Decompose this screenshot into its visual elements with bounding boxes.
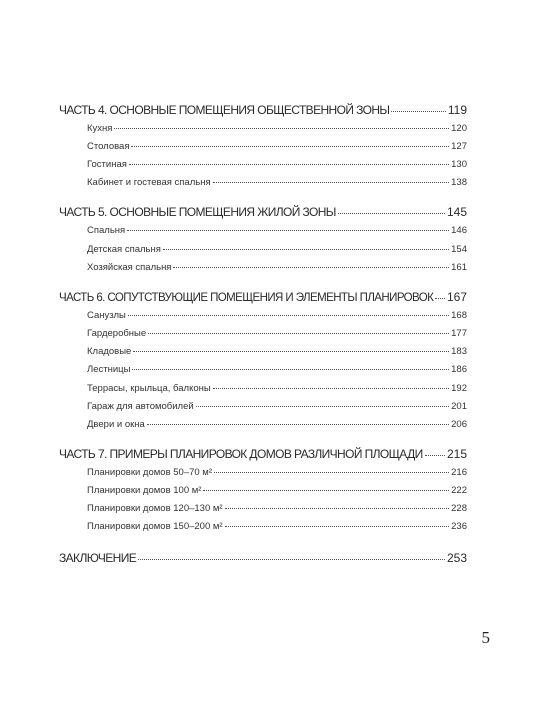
toc-entry-page-number: 168	[451, 310, 467, 321]
toc-entry-page-number: 154	[451, 244, 467, 255]
toc-section-entry[interactable]	[87, 327, 467, 341]
toc-section-entry[interactable]	[87, 122, 467, 136]
toc-entry-label: Столовая	[87, 141, 130, 152]
toc-entry-page-number: 146	[451, 225, 467, 236]
dot-leader	[435, 298, 445, 299]
dot-leader	[163, 249, 449, 250]
toc-entry-page-number: 206	[451, 419, 467, 430]
toc-section-entry[interactable]	[87, 158, 467, 172]
dot-leader	[128, 315, 449, 316]
toc-entry-page-number: 228	[451, 503, 467, 514]
toc-entry-page-number: 130	[451, 159, 467, 170]
toc-entry-page-number: 253	[446, 551, 467, 565]
toc-entry-label: Двери и окна	[87, 419, 145, 430]
toc-entry-page-number: 236	[451, 521, 467, 532]
toc-section-entry[interactable]	[87, 363, 467, 377]
toc-entry-page-number: 222	[451, 485, 467, 496]
toc-section-entry[interactable]	[87, 418, 467, 432]
dot-leader	[114, 128, 449, 129]
toc-section-entry[interactable]	[87, 224, 467, 238]
toc-entry-page-number: 177	[451, 328, 467, 339]
toc-entry-label: Гардеробные	[87, 328, 147, 339]
dot-leader	[173, 267, 449, 268]
toc-entry-page-number: 201	[451, 401, 467, 412]
dot-leader	[213, 388, 449, 389]
dot-leader	[131, 146, 449, 147]
toc-entry-label: Кабинет и гостевая спальня	[87, 177, 211, 188]
toc-section-entry[interactable]	[87, 466, 467, 480]
page-number: 5	[481, 628, 490, 647]
toc-entry-label: Хозяйская спальня	[87, 262, 172, 273]
toc-entry-label: Санузлы	[87, 310, 126, 321]
toc-entry-label: ЧАСТЬ 5. ОСНОВНЫЕ ПОМЕЩЕНИЯ ЖИЛОЙ ЗОНЫ	[59, 205, 336, 219]
dot-leader	[203, 490, 449, 491]
toc-chapter-entry[interactable]	[59, 290, 467, 304]
toc-entry-label: Гараж для автомобилей	[87, 401, 194, 412]
toc-entry-label: Гостиная	[87, 159, 127, 170]
toc-entry-label: Кладовые	[87, 346, 132, 357]
toc-entry-page-number: 138	[451, 177, 467, 188]
toc-chapter-entry[interactable]	[59, 551, 467, 565]
dot-leader	[225, 526, 450, 527]
toc-section-entry[interactable]	[87, 520, 467, 534]
toc-entry-page-number: 167	[446, 290, 467, 304]
toc-entry-page-number: 120	[451, 123, 467, 134]
dot-leader	[138, 559, 445, 560]
toc-entry-label: ЧАСТЬ 6. СОПУТСТВУЮЩИЕ ПОМЕЩЕНИЯ И ЭЛЕМЕНТЫ ПЛАНИРОВОК	[59, 290, 434, 304]
toc-entry-label: ЧАСТЬ 7. ПРИМЕРЫ ПЛАНИРОВОК ДОМОВ РАЗЛИЧНОЙ ПЛОЩАДИ	[59, 447, 423, 461]
toc-entry-page-number: 145	[446, 205, 467, 219]
dot-leader	[338, 213, 445, 214]
toc-entry-label: Планировки домов 50–70 м²	[87, 467, 213, 478]
toc-section-entry[interactable]	[87, 261, 467, 275]
toc-chapter-entry[interactable]	[59, 447, 467, 461]
dot-leader	[129, 164, 449, 165]
toc-chapter-entry[interactable]	[59, 103, 467, 117]
toc-entry-page-number: 215	[446, 447, 467, 461]
dot-leader	[148, 333, 449, 334]
dot-leader	[213, 182, 450, 183]
toc-entry-label: Планировки домов 150–200 м²	[87, 521, 223, 532]
toc-entry-page-number: 186	[451, 364, 467, 375]
toc-section-entry[interactable]	[87, 502, 467, 516]
toc-entry-label: ЧАСТЬ 4. ОСНОВНЫЕ ПОМЕЩЕНИЯ ОБЩЕСТВЕННОЙ ЗОНЫ	[59, 103, 390, 117]
toc-entry-label: ЗАКЛЮЧЕНИЕ	[59, 551, 137, 565]
toc-entry-page-number: 127	[451, 141, 467, 152]
dot-leader	[225, 508, 450, 509]
toc-entry-page-number: 119	[447, 103, 467, 117]
dot-leader	[391, 111, 445, 112]
toc-section-entry[interactable]	[87, 484, 467, 498]
dot-leader	[147, 424, 449, 425]
dot-leader	[132, 369, 449, 370]
toc-entry-label: Лестницы	[87, 364, 131, 375]
toc-section-entry[interactable]	[87, 140, 467, 154]
toc-section-entry[interactable]	[87, 400, 467, 414]
toc-entry-label: Планировки домов 100 м²	[87, 485, 202, 496]
toc-section-entry[interactable]	[87, 176, 467, 190]
toc-section-entry[interactable]	[87, 382, 467, 396]
dot-leader	[425, 455, 445, 456]
toc-chapter-entry[interactable]	[59, 205, 467, 219]
toc-entry-label: Планировки домов 120–130 м²	[87, 503, 223, 514]
toc-entry-label: Террасы, крыльца, балконы	[87, 383, 211, 394]
toc-section-entry[interactable]	[87, 309, 467, 323]
dot-leader	[196, 406, 449, 407]
dot-leader	[214, 472, 449, 473]
toc-entry-label: Спальня	[87, 225, 126, 236]
dot-leader	[127, 230, 449, 231]
toc-entry-page-number: 216	[451, 467, 467, 478]
toc-entry-page-number: 192	[451, 383, 467, 394]
toc-entry-page-number: 183	[451, 346, 467, 357]
toc-section-entry[interactable]	[87, 243, 467, 257]
toc-entry-label: Кухня	[87, 123, 113, 134]
toc-entry-label: Детская спальня	[87, 244, 161, 255]
dot-leader	[133, 351, 449, 352]
toc-entry-page-number: 161	[451, 262, 467, 273]
toc-section-entry[interactable]	[87, 345, 467, 359]
